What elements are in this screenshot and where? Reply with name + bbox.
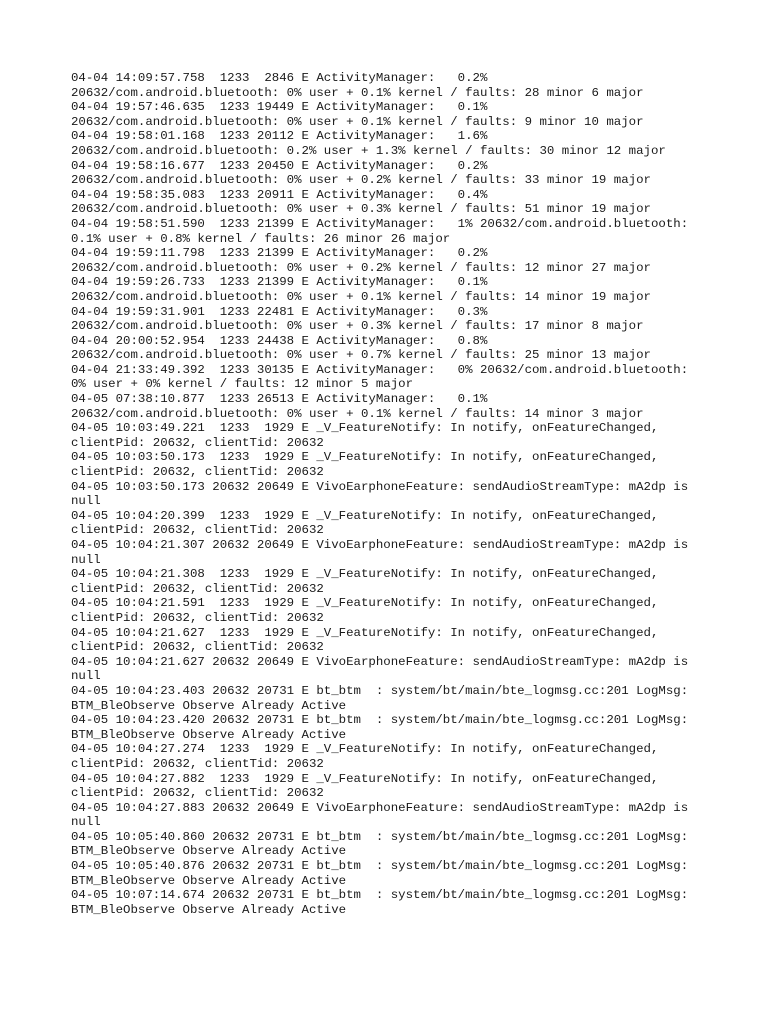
log-line: 04-05 10:04:21.591 1233 1929 E _V_FeatureNotify: In notify, onFeatureChanged, [71, 596, 659, 611]
log-line: 20632/com.android.bluetooth: 0% user + 0.3% kernel / faults: 51 minor 19 major [71, 202, 651, 217]
log-line: clientPid: 20632, clientTid: 20632 [71, 756, 324, 771]
log-line: BTM_BleObserve Observe Already Active [71, 698, 347, 713]
log-line: 04-04 19:57:46.635 1233 19449 E ActivityManager: 0.1% [71, 100, 488, 115]
log-line: 04-05 10:04:21.307 20632 20649 E VivoEarphoneFeature: sendAudioStreamType: mA2dp is [71, 538, 689, 552]
log-line: 04-04 21:33:49.392 1233 30135 E ActivityManager: 0% 20632/com.android.bluetooth: [71, 362, 689, 377]
log-line: 04-04 19:58:35.083 1233 20911 E ActivityManager: 0.4% [71, 187, 488, 202]
log-line: null [71, 494, 101, 509]
log-line: BTM_BleObserve Observe Already Active [71, 727, 347, 742]
log-line: 04-04 20:00:52.954 1233 24438 E ActivityManager: 0.8% [71, 333, 488, 348]
log-line: BTM_BleObserve Observe Already Active [71, 873, 347, 888]
log-line: 04-04 19:58:01.168 1233 20112 E ActivityManager: 1.6% [71, 129, 488, 144]
log-line: 04-05 10:04:21.308 1233 1929 E _V_FeatureNotify: In notify, onFeatureChanged, [71, 567, 659, 582]
log-line: 04-05 10:05:40.876 20632 20731 E bt_btm : system/bt/main/bte_logmsg.cc:201 LogMsg: [71, 859, 689, 874]
log-line: 04-05 10:04:20.399 1233 1929 E _V_FeatureNotify: In notify, onFeatureChanged, [71, 508, 659, 523]
log-line: 04-05 10:04:21.627 20632 20649 E VivoEarphoneFeature: sendAudioStreamType: mA2dp is [71, 654, 689, 669]
log-line: 20632/com.android.bluetooth: 0% user + 0.2% kernel / faults: 33 minor 19 major [71, 173, 651, 188]
log-line: 04-05 10:05:40.860 20632 20731 E bt_btm : system/bt/main/bte_logmsg.cc:201 LogMsg: [71, 829, 689, 844]
log-line: BTM_BleObserve Observe Already Active [71, 902, 347, 917]
log-line: 04-04 19:59:11.798 1233 21399 E ActivityManager: 0.2% [71, 246, 488, 261]
log-line: 20632/com.android.bluetooth: 0% user + 0.2% kernel / faults: 12 minor 27 major [71, 260, 651, 275]
log-line: clientPid: 20632, clientTid: 20632 [71, 640, 324, 655]
log-line: clientPid: 20632, clientTid: 20632 [71, 523, 324, 538]
log-line: 0.1% user + 0.8% kernel / faults: 26 minor 26 major [71, 231, 451, 246]
log-line: 20632/com.android.bluetooth: 0% user + 0.1% kernel / faults: 14 minor 19 major [71, 289, 651, 304]
log-line: 20632/com.android.bluetooth: 0% user + 0.1% kernel / faults: 14 minor 3 major [71, 406, 644, 421]
log-line: 04-04 19:59:31.901 1233 22481 E ActivityManager: 0.3% [71, 304, 488, 319]
log-line: 04-05 10:04:27.882 1233 1929 E _V_FeatureNotify: In notify, onFeatureChanged, [71, 771, 659, 786]
log-line: clientPid: 20632, clientTid: 20632 [71, 435, 324, 450]
log-line: 20632/com.android.bluetooth: 0% user + 0.3% kernel / faults: 17 minor 8 major [71, 319, 644, 334]
log-line: 04-05 10:04:27.883 20632 20649 E VivoEarphoneFeature: sendAudioStreamType: mA2dp is [71, 800, 689, 815]
log-line: BTM_BleObserve Observe Already Active [71, 844, 347, 859]
log-line: 20632/com.android.bluetooth: 0.2% user + 1.3% kernel / faults: 30 minor 12 major [71, 143, 666, 158]
log-line: 04-04 19:58:51.590 1233 21399 E ActivityManager: 1% 20632/com.android.bluetooth: [71, 216, 689, 231]
log-line: clientPid: 20632, clientTid: 20632 [71, 581, 324, 596]
log-line: 20632/com.android.bluetooth: 0% user + 0.1% kernel / faults: 28 minor 6 major [71, 85, 644, 100]
log-line: 04-05 07:38:10.877 1233 26513 E ActivityManager: 0.1% [71, 392, 488, 407]
log-line: null [71, 669, 101, 684]
log-line: 04-04 14:09:57.758 1233 2846 E ActivityManager: 0.2% [71, 71, 488, 85]
log-line: 04-05 10:04:23.403 20632 20731 E bt_btm : system/bt/main/bte_logmsg.cc:201 LogMsg: [71, 683, 689, 698]
log-line: 04-05 10:04:21.627 1233 1929 E _V_FeatureNotify: In notify, onFeatureChanged, [71, 625, 659, 640]
log-line: 04-05 10:03:49.221 1233 1929 E _V_FeatureNotify: In notify, onFeatureChanged, [71, 421, 659, 436]
log-line: 04-05 10:03:50.173 20632 20649 E VivoEarphoneFeature: sendAudioStreamType: mA2dp is [71, 479, 689, 494]
log-line: null [71, 552, 101, 567]
log-line: 04-05 10:07:14.674 20632 20731 E bt_btm : system/bt/main/bte_logmsg.cc:201 LogMsg: [71, 888, 689, 903]
log-line: 04-05 10:03:50.173 1233 1929 E _V_FeatureNotify: In notify, onFeatureChanged, [71, 450, 659, 465]
log-line: 20632/com.android.bluetooth: 0% user + 0.7% kernel / faults: 25 minor 13 major [71, 348, 651, 363]
log-line: clientPid: 20632, clientTid: 20632 [71, 465, 324, 480]
log-line: 20632/com.android.bluetooth: 0% user + 0.1% kernel / faults: 9 minor 10 major [71, 114, 644, 129]
log-line: 04-05 10:04:27.274 1233 1929 E _V_FeatureNotify: In notify, onFeatureChanged, [71, 742, 659, 757]
log-line: clientPid: 20632, clientTid: 20632 [71, 610, 324, 625]
log-line: 04-05 10:04:23.420 20632 20731 E bt_btm : system/bt/main/bte_logmsg.cc:201 LogMsg: [71, 713, 689, 728]
log-line: clientPid: 20632, clientTid: 20632 [71, 786, 324, 801]
log-line: 04-04 19:59:26.733 1233 21399 E ActivityManager: 0.1% [71, 275, 488, 290]
log-line: 0% user + 0% kernel / faults: 12 minor 5 major [71, 377, 414, 392]
log-line: 04-04 19:58:16.677 1233 20450 E ActivityManager: 0.2% [71, 158, 488, 173]
log-document [71, 71, 711, 917]
log-line: null [71, 815, 101, 830]
